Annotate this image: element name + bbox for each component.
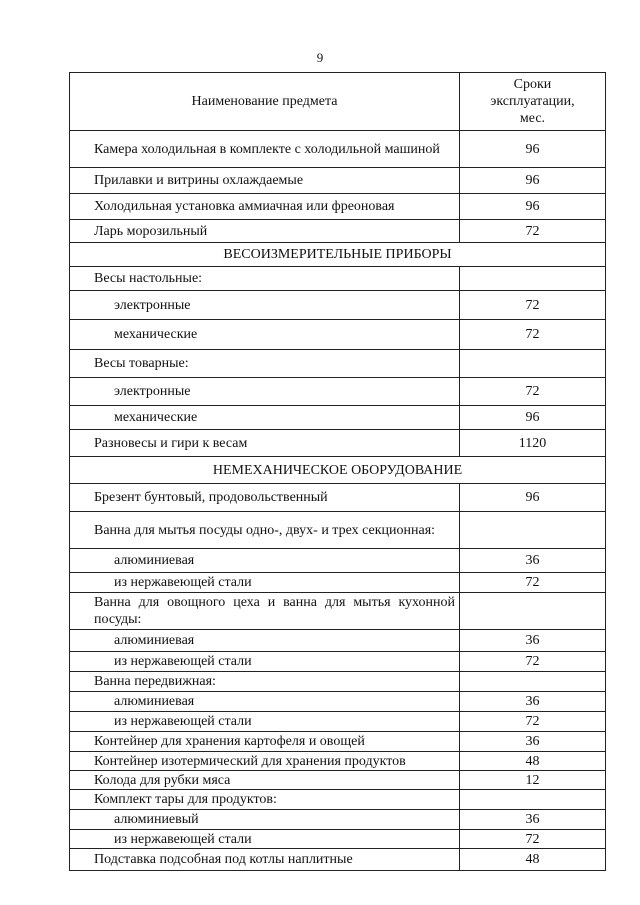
section-row (70, 243, 606, 267)
item-name: Прилавки и витрины охлаждаемые (70, 168, 460, 194)
item-name: Подставка подсобная под котлы наплитные (70, 849, 460, 871)
table-row (70, 830, 606, 849)
sub-item-name: из нержавеющей стали (70, 573, 460, 593)
item-term: 36 (460, 732, 606, 752)
group-name: Комплект тары для продуктов: (70, 790, 460, 810)
item-term (460, 512, 606, 549)
item-term: 72 (460, 291, 606, 320)
table-row (70, 593, 606, 630)
sub-item-name: алюминиевая (70, 692, 460, 712)
item-name: Колода для рубки мяса (70, 771, 460, 790)
item-term (460, 593, 606, 630)
table-row (70, 430, 606, 457)
item-term: 1120 (460, 430, 606, 457)
table-row (70, 220, 606, 243)
item-term: 48 (460, 849, 606, 871)
group-name: Ванна передвижная: (70, 672, 460, 692)
sub-item-name: алюминиевая (70, 630, 460, 652)
table-row (70, 672, 606, 692)
table-row (70, 267, 606, 291)
group-name: Ванна для мытья посуды одно-, двух- и трех секционная: (70, 512, 460, 549)
table-row (70, 168, 606, 194)
item-term: 36 (460, 630, 606, 652)
group-name: Весы товарные: (70, 350, 460, 378)
item-name: Контейнер изотермический для хранения продуктов (70, 752, 460, 771)
sub-item-name: электронные (70, 291, 460, 320)
item-term: 72 (460, 220, 606, 243)
group-name: Весы настольные: (70, 267, 460, 291)
item-term (460, 672, 606, 692)
table-row (70, 573, 606, 593)
section-title: НЕМЕХАНИЧЕСКОЕ ОБОРУДОВАНИЕ (70, 457, 606, 484)
table-row (70, 810, 606, 830)
header-service-life-line2: эксплуатации, (490, 94, 575, 109)
item-term: 72 (460, 573, 606, 593)
sub-item-name: алюминиевая (70, 549, 460, 573)
sub-item-name: электронные (70, 378, 460, 406)
header-service-life-line3: мес. (519, 111, 546, 126)
table-row (70, 350, 606, 378)
item-term: 96 (460, 131, 606, 168)
item-term: 96 (460, 168, 606, 194)
item-term (460, 350, 606, 378)
table-row (70, 549, 606, 573)
table-header-row (70, 73, 606, 131)
table-row (70, 194, 606, 220)
header-service-life-line1: Сроки (513, 77, 552, 92)
table-row (70, 752, 606, 771)
item-term (460, 267, 606, 291)
table-row (70, 652, 606, 672)
group-name: Ванна для овощного цеха и ванна для мытья кухонной посуды: (70, 593, 460, 630)
table-row (70, 406, 606, 430)
item-name: Контейнер для хранения картофеля и овощей (70, 732, 460, 752)
table-row (70, 378, 606, 406)
table-row (70, 291, 606, 320)
table-row (70, 790, 606, 810)
item-term: 96 (460, 484, 606, 512)
table-row (70, 131, 606, 168)
sub-item-name: из нержавеющей стали (70, 830, 460, 849)
table-row (70, 732, 606, 752)
table-row (70, 849, 606, 871)
item-term: 96 (460, 194, 606, 220)
item-term: 36 (460, 692, 606, 712)
section-row (70, 457, 606, 484)
item-term: 72 (460, 378, 606, 406)
item-name: Разновесы и гири к весам (70, 430, 460, 457)
table-row (70, 771, 606, 790)
page-number: 9 (316, 50, 324, 65)
item-term: 72 (460, 652, 606, 672)
sub-item-name: из нержавеющей стали (70, 712, 460, 732)
item-term: 48 (460, 752, 606, 771)
item-term: 72 (460, 830, 606, 849)
sub-item-name: из нержавеющей стали (70, 652, 460, 672)
section-title: ВЕСОИЗМЕРИТЕЛЬНЫЕ ПРИБОРЫ (70, 243, 606, 267)
table-row (70, 484, 606, 512)
sub-item-name: механические (70, 320, 460, 350)
table-row (70, 712, 606, 732)
sub-item-name: алюминиевый (70, 810, 460, 830)
table-row (70, 692, 606, 712)
table-row (70, 512, 606, 549)
item-term: 72 (460, 712, 606, 732)
item-name: Холодильная установка аммиачная или фреоновая (70, 194, 460, 220)
item-name: Ларь морозильный (70, 220, 460, 243)
table-row (70, 320, 606, 350)
service-life-table (69, 72, 606, 871)
item-term: 36 (460, 549, 606, 573)
item-term: 96 (460, 406, 606, 430)
item-name: Брезент бунтовый, продовольственный (70, 484, 460, 512)
item-term: 72 (460, 320, 606, 350)
item-term (460, 790, 606, 810)
header-service-life (460, 73, 606, 131)
item-term: 12 (460, 771, 606, 790)
header-item-name: Наименование предмета (70, 73, 460, 131)
item-name: Камера холодильная в комплекте с холодильной машиной (70, 131, 460, 168)
sub-item-name: механические (70, 406, 460, 430)
item-term: 36 (460, 810, 606, 830)
table-row (70, 630, 606, 652)
